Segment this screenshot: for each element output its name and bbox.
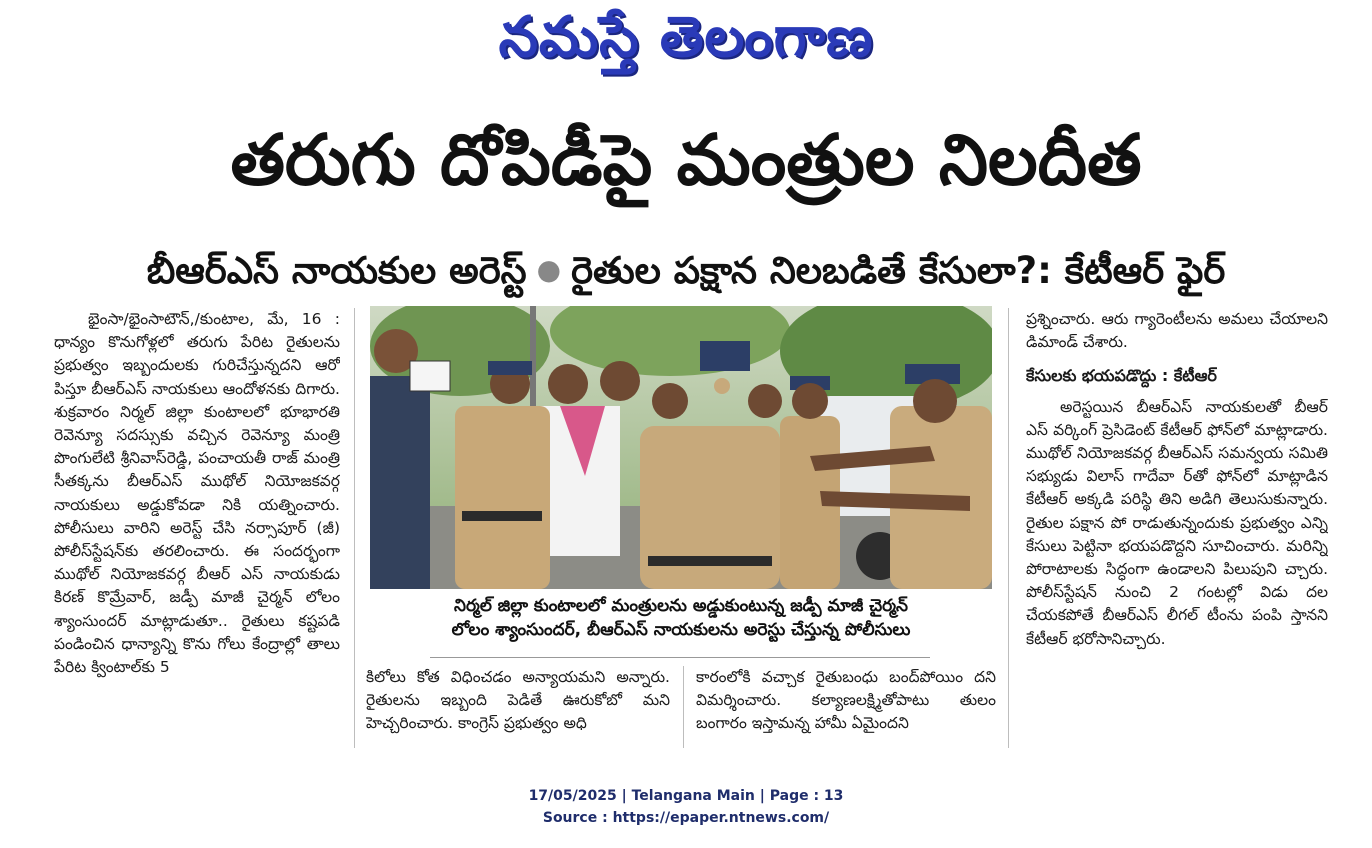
article-paragraph: అరెస్టయిన బీఆర్ఎస్ నాయకులతో బీఆర్ ఎస్ వర్కింగ్ ప్రెసిడెంట్ కేటీఆర్ ఫోన్‌లో మాట్లాడారు. ముథోల్ నియోజకవర్గ బీఆర్ఎస్ సమన్వయ సమితి సభ్యుడు విలాస్ గాదేవా ర్‌తో ఫోన్‌లో మాట్లాడిన కేటీఆర్ అక్కడి పరిస్థి తిని అడిగి తెలుసుకున్నారు. రైతుల పక్షాన పో రాడుతున్నందుకు ప్రభుత్వం ఎన్ని కేసులు పెట్టినా భయపడొద్దని సూచించారు. మరిన్ని పోరాటాలకు సిద్ధంగా ఉండాలని పిలుపుని చ్చారు. పోలీస్‌స్టేషన్ నుంచి 2 గంటల్లో విడు దల చేయకపోతే బీఆర్ఎస్ లీగల్ టీంను పంపి స్తానని కేటీఆర్ భరోసానిచ్చారు. [1026,397,1328,648]
article-column-middle-1 [366,666,670,748]
column-divider [354,308,355,748]
column-divider [1008,308,1009,748]
newspaper-masthead: నమస్తే తెలంగాణ [498,5,874,70]
section-subheading: కేసులకు భయపడొద్దు : కేటీఆర్ [1026,366,1217,386]
photo-caption-line-1: నిర్మల్ జిల్లా కుంటాలలో మంత్రులను అడ్డుకుంటున్న జడ్పీ మాజీ చైర్మన్ [454,596,908,616]
article-subheadline [20,242,1352,299]
bullet-separator-icon: ● [536,253,562,286]
news-photo-arrest [370,306,992,589]
subhead-part-2: రైతుల పక్షాన నిలబడితే కేసులా?: కేటీఆర్ ఫైర్ [571,249,1226,292]
article-paragraph: కారంలోకి వచ్చాక రైతుబంధు బంద్‌పోయిం దని విమర్శించారు. కల్యాణలక్ష్మితోపాటు తులం బంగారం ఇస్తామన్న హామీ ఏమైందని [696,668,996,733]
article-headline: తరుగు దోపిడీపై మంత్రుల నిలదీత [230,119,1142,201]
article-column-right [1026,308,1328,748]
subhead-part-1: బీఆర్ఎస్ నాయకుల అరెస్ట్ [146,249,527,292]
footer-date-page: 17/05/2025 | Telangana Main | Page : 13 [528,788,844,804]
article-column-left [54,308,340,748]
police-arrest-photo-illustration [370,306,992,589]
photo-caption-line-2: లోలం శ్యాంసుందర్, బీఆర్ఎస్ నాయకులను అరెస్టు చేస్తున్న పోలీసులు [451,620,911,640]
column-divider [683,666,684,748]
article-paragraph: కిలోలు కోత విధించడం అన్యాయమని అన్నారు. రైతులను ఇబ్బంది పెడితే ఊరుకోబో మని హెచ్చరించారు. కాంగ్రెస్ ప్రభుత్వం అధి [366,668,670,733]
caption-underline [430,657,930,658]
photo-caption [380,594,982,642]
article-column-middle-2 [696,666,996,748]
article-paragraph: ప్రశ్నించారు. ఆరు గ్యారెంటీలను అమలు చేయాలని డిమాండ్ చేశారు. [1026,310,1328,352]
footer-source-link[interactable]: Source : https://epaper.ntnews.com/ [542,810,830,826]
article-paragraph: భైంసా/భైంసాటౌన్,/కుంటాల, మే, 16 : ధాన్యం కొనుగోళ్లలో తరుగు పేరిట రైతులను ప్రభుత్వం ఇబ్బందులకు గురిచేస్తున్నదని ఆరో పిస్తూ బీఆర్ఎస్ నాయకులు ఆందోళనకు దిగారు. శుక్రవారం నిర్మల్ జిల్లా కుంటాలలో భూభారతి రెవెన్యూ సదస్సుకు వచ్చిన రెవెన్యూ మంత్రి పొంగులేటి శ్రీనివాస్‌రెడ్డి, పంచాయతీ రాజ్ మంత్రి సీతక్కను బీఆర్ఎస్ ముథోల్ నియోజకవర్గ నాయకులు అడ్డుకోవడా నికి యత్నించారు. పోలీసులు వారిని అరెస్ట్ చేసి నర్సాపూర్ (జీ) పోలీస్‌స్టేషన్‌కు తరలించారు. ఈ సందర్భంగా ముథోల్ నియోజకవర్గ బీఆర్ ఎస్ నాయకుడు కిరణ్ కొమ్రేవార్, జడ్పీ మాజీ చైర్మన్ లోలం శ్యాంసుందర్ మాట్లాడుతూ.. రైతులు కష్టపడి పండించిన ధాన్యాన్ని కొను గోలు కేంద్రాల్లో తాలు పేరిట క్వింటాల్‌కు 5 [54,310,340,677]
